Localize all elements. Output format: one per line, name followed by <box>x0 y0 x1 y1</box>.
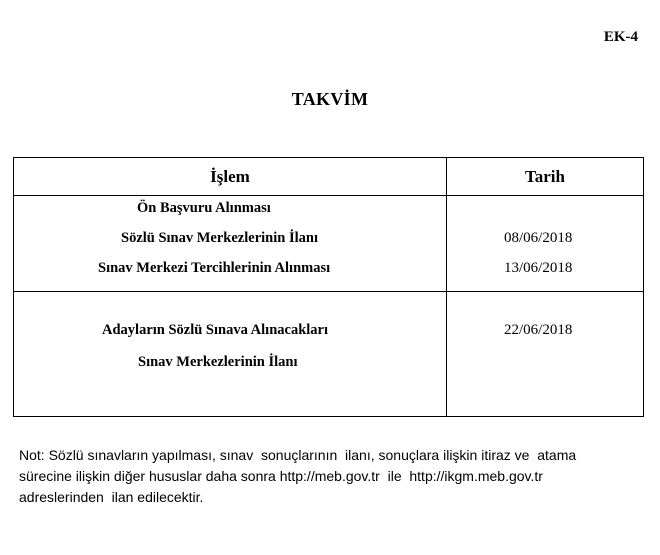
footnote-line: adreslerinden ilan edilecektir. <box>19 489 204 505</box>
annex-label: EK-4 <box>603 29 638 45</box>
operation-cell <box>14 292 447 417</box>
operation-line: Ön Başvuru Alınması <box>137 200 271 216</box>
column-header-operation: İşlem <box>14 158 447 196</box>
operation-cell <box>14 196 447 292</box>
operation-line: Sözlü Sınav Merkezlerinin İlanı <box>121 230 318 246</box>
table-header-row <box>14 158 644 196</box>
operation-line: Adayların Sözlü Sınava Alınacakları <box>102 322 329 338</box>
footnote-line: sürecine ilişkin diğer hususlar daha sonra http://meb.gov.tr ile http://ikgm.meb.gov.tr <box>19 468 543 484</box>
date-cell <box>447 292 644 417</box>
operation-line: Sınav Merkezi Tercihlerinin Alınması <box>98 260 331 276</box>
operation-line: Sınav Merkezlerinin İlanı <box>138 354 298 370</box>
date-cell <box>447 196 644 292</box>
date-value: 22/06/2018 <box>504 322 573 338</box>
date-value: 08/06/2018 <box>504 230 573 246</box>
footnote <box>19 445 639 508</box>
calendar-table <box>13 157 644 417</box>
column-header-date: Tarih <box>447 158 644 196</box>
table-row <box>14 196 644 292</box>
footnote-line: Not: Sözlü sınavların yapılması, sınav sonuçlarının ilanı, sonuçlara ilişkin itiraz ve atama <box>19 447 577 463</box>
table-row <box>14 292 644 417</box>
date-value: 13/06/2018 <box>504 260 573 276</box>
page-title: TAKVİM <box>291 89 369 109</box>
